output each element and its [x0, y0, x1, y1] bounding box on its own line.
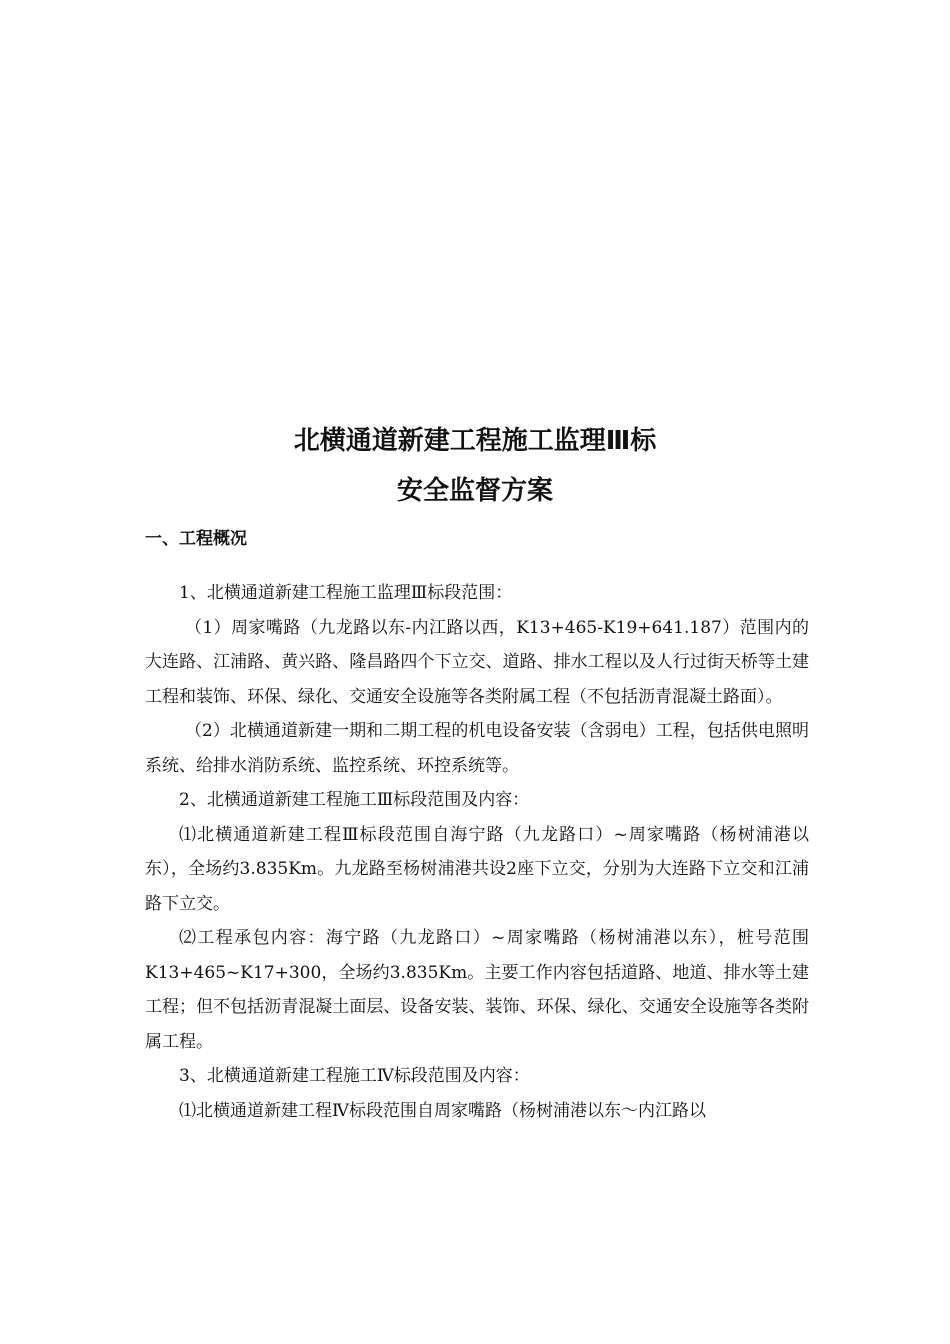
paragraph-scope-heading: 1、北横通道新建工程施工监理Ⅲ标段范围： [179, 583, 513, 603]
paragraph-section3-heading: 2、北横通道新建工程施工Ⅲ标段范围及内容： [179, 790, 530, 810]
paragraph-section4-heading: 3、北横通道新建工程施工Ⅳ标段范围及内容： [179, 1066, 530, 1086]
section-heading: 一、工程概况 [145, 529, 247, 549]
paragraph-scope-item-2: （2）北横通道新建一期和二期工程的机电设备安装（含弱电）工程，包括供电照明系统、给排水消防系统、监控系统、环控系统等。 [145, 721, 809, 776]
paragraph-scope-item-1: （1）周家嘴路（九龙路以东-内江路以西，K13+465-K19+641.187）范围内的大连路、江浦路、黄兴路、隆昌路四个下立交、道路、排水工程以及人行过街天桥等土建工程和装饰、环保、绿化、交通安全设施等各类附属工程（不包括沥青混凝土路面）。 [145, 617, 809, 707]
body-text [145, 576, 809, 1128]
document-title: 北横通道新建工程施工监理Ⅲ标 [293, 426, 657, 456]
paragraph-section4-item-1: ⑴北横通道新建工程Ⅳ标段范围自周家嘴路（杨树浦港以东～内江路以 [179, 1100, 706, 1121]
paragraph-section3-item-2: ⑵工程承包内容：海宁路（九龙路口）~周家嘴路（杨树浦港以东），桩号范围K13+465~K17+300，全场约3.835Km。主要工作内容包括道路、地道、排水等土建工程；但不包括沥青混凝土面层、设备安装、装饰、环保、绿化、交通安全设施等各类附属工程。 [145, 928, 809, 1052]
paragraph-section3-item-1: ⑴北横通道新建工程Ⅲ标段范围自海宁路（九龙路口）~周家嘴路（杨树浦港以东），全场约3.835Km。九龙路至杨树浦港共设2座下立交，分别为大连路下立交和江浦路下立交。 [145, 824, 809, 914]
document-subtitle: 安全监督方案 [396, 476, 553, 506]
